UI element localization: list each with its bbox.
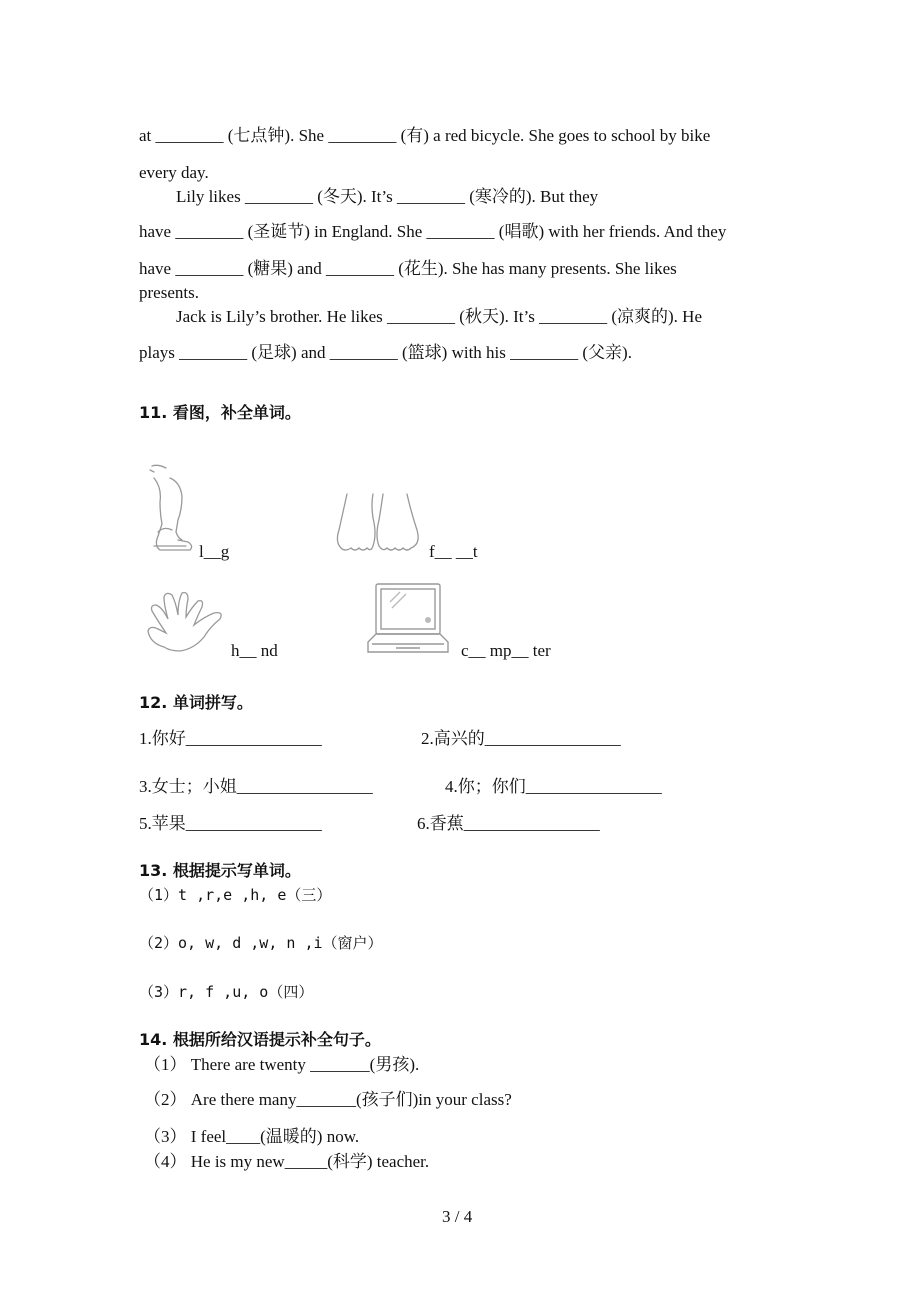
hand-icon [144,587,228,657]
page-number: 3 / 4 [442,1207,473,1226]
passage-line-1: at ________ (七点钟). She ________ (有) a red bicycle. She goes to school by bike [139,126,711,145]
q13-item-2: （2）o, w, d ,w, n ,i（窗户） [139,934,383,952]
passage-line-2: every day. [139,163,209,182]
laptop-word: c__ mp__ ter [461,641,551,660]
q12-item-5: 5.苹果________________ [139,814,322,833]
q13-item-3: （3）r, f ,u, o（四） [139,983,314,1001]
passage-line-8: plays ________ (足球) and ________ (篮球) with his ________ (父亲). [139,343,632,362]
q14-item-1: （1） There are twenty _______(男孩). [144,1055,420,1074]
leg-word: l__g [199,542,230,561]
q12-item-1: 1.你好________________ [139,729,322,748]
passage-line-3: Lily likes ________ (冬天). It’s ________ (寒冷的). But they [176,187,599,206]
passage-line-4: have ________ (圣诞节) in England. She ________ (唱歌) with her friends. And they [139,222,727,241]
passage-line-6: presents. [139,283,199,302]
q13-title: 13. 根据提示写单词。 [139,861,301,880]
q12-title: 12. 单词拼写。 [139,693,253,712]
q14-item-3: （3） I feel____(温暖的) now. [144,1127,360,1146]
q14-item-2: （2） Are there many_______(孩子们)in your class? [144,1090,512,1109]
hand-word: h__ nd [231,641,278,660]
q12-item-3: 3.女士；小姐________________ [139,777,373,796]
q12-item-4: 4.你；你们________________ [445,777,662,796]
feet-icon [331,490,427,556]
q11-title: 11. 看图，补全单词。 [139,403,301,422]
passage-line-5: have ________ (糖果) and ________ (花生). She has many presents. She likes [139,259,677,278]
laptop-icon [366,582,450,656]
passage-line-7: Jack is Lily’s brother. He likes ________ (秋天). It’s ________ (凉爽的). He [176,307,702,326]
leg-icon [144,462,200,554]
feet-word: f__ __t [429,542,478,561]
q12-item-6: 6.香蕉________________ [417,814,600,833]
q13-item-1: （1）t ,r,e ,h, e（三） [139,886,332,904]
q12-item-2: 2.高兴的________________ [421,729,621,748]
q14-title: 14. 根据所给汉语提示补全句子。 [139,1030,381,1049]
q14-item-4: （4） He is my new_____(科学) teacher. [144,1152,430,1171]
